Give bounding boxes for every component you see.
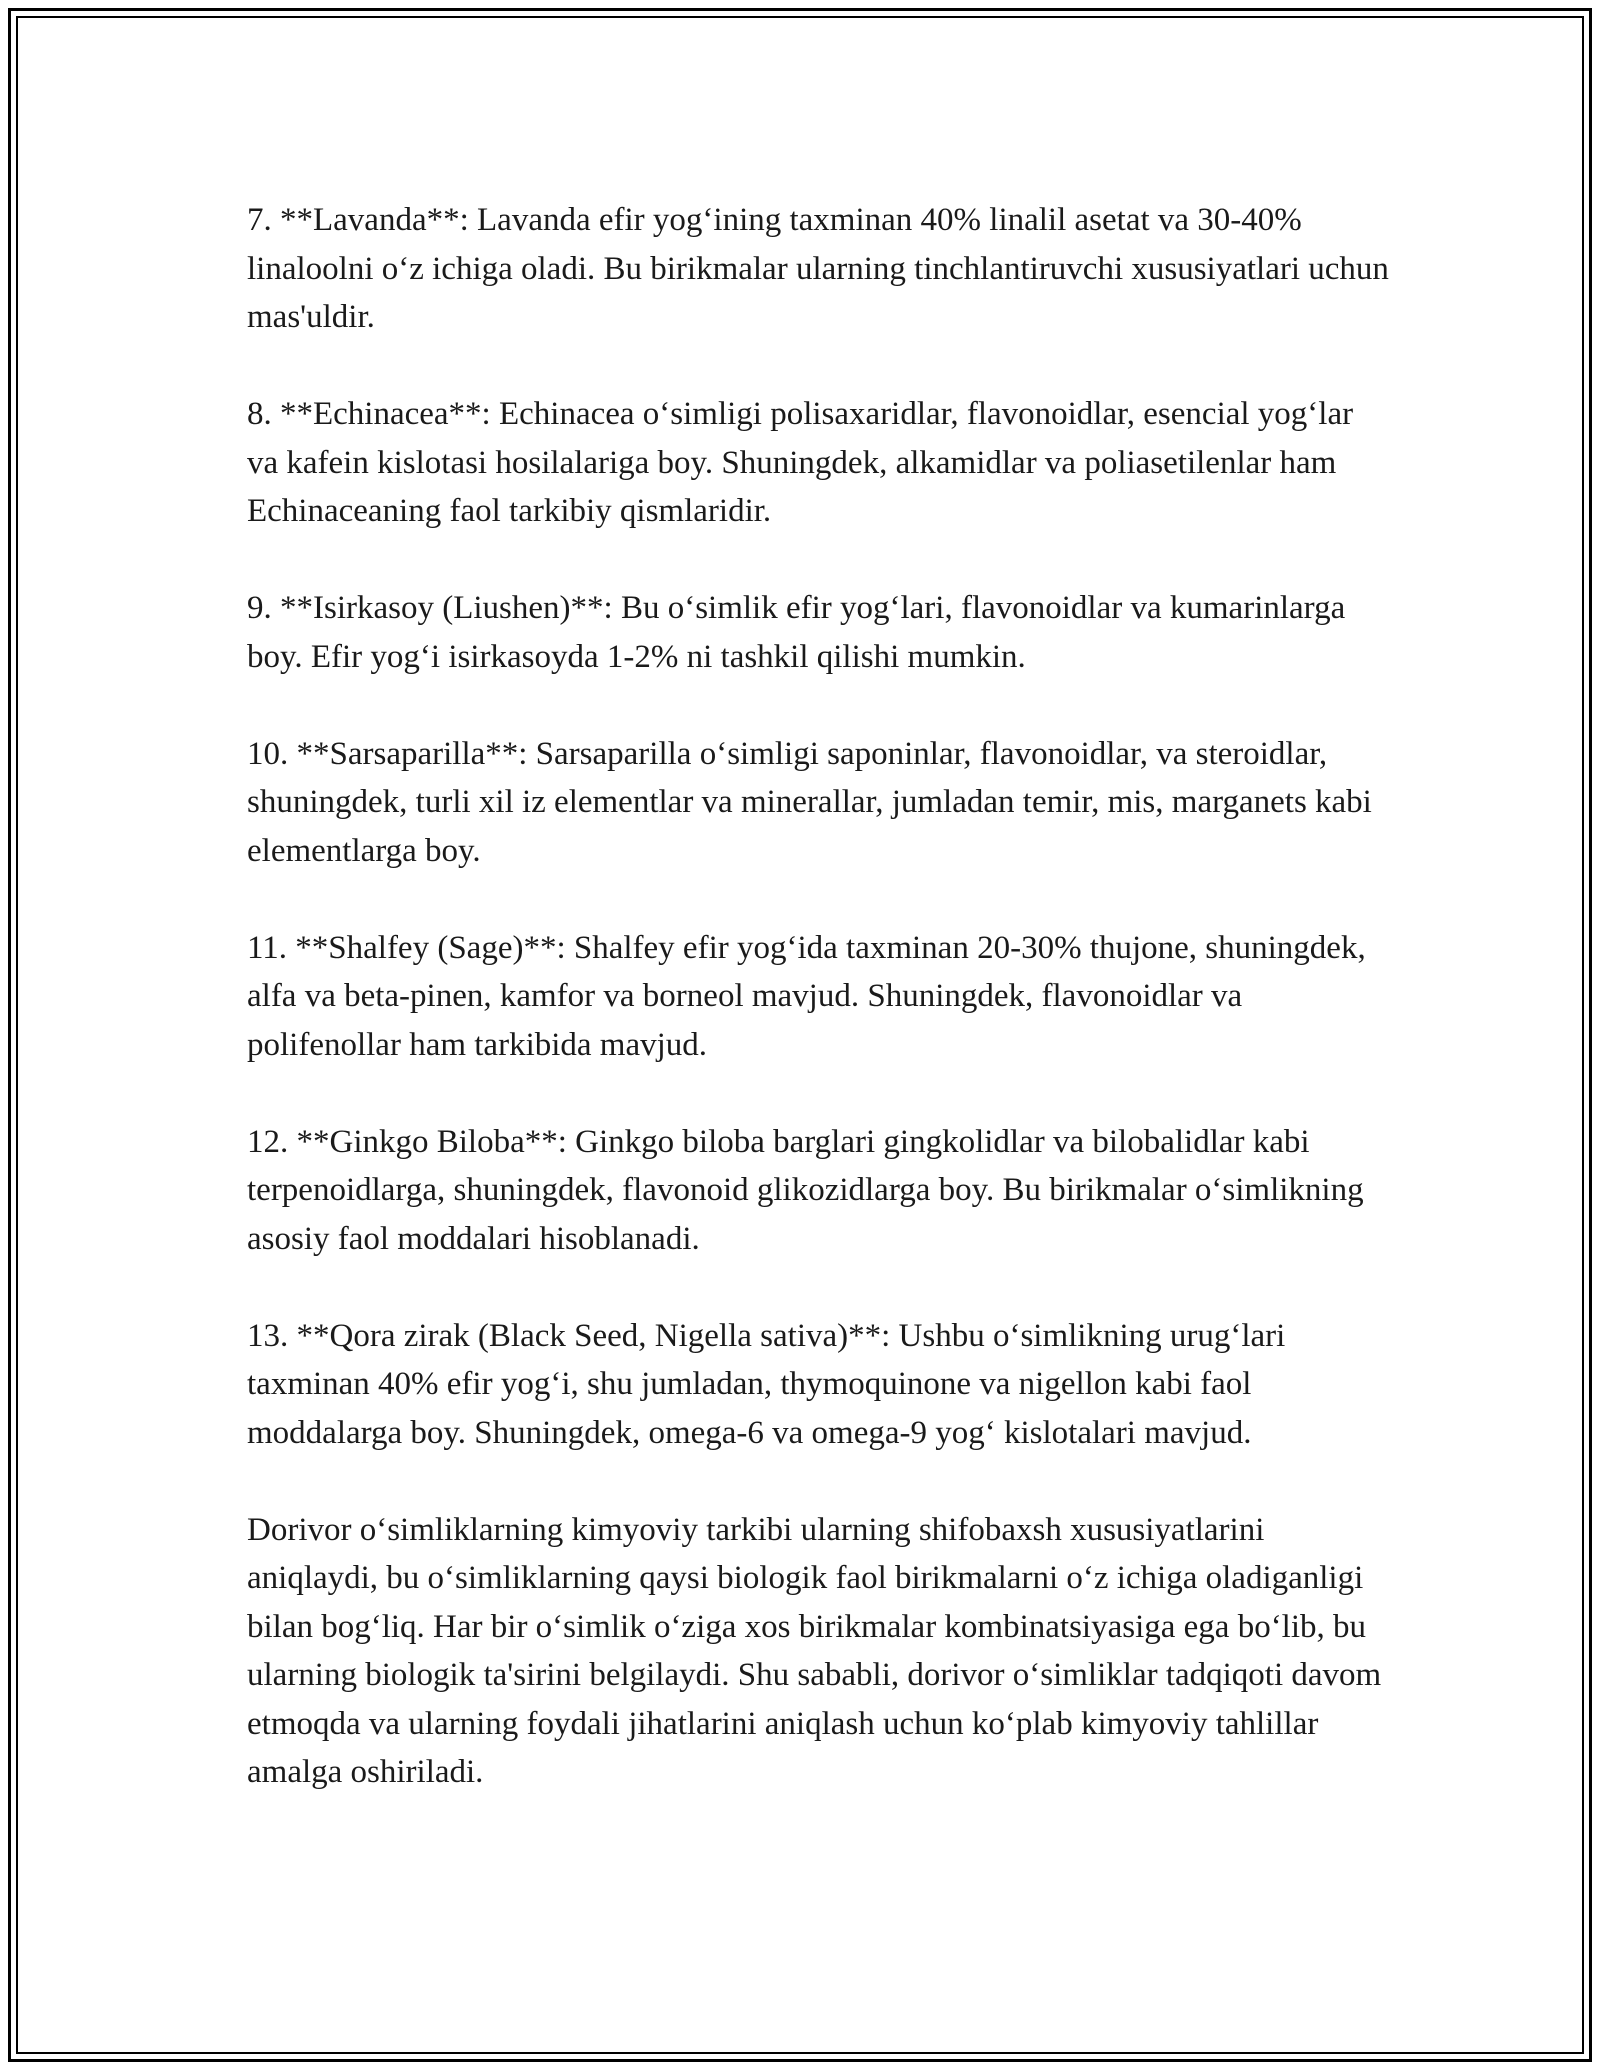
document-body: [247, 196, 1392, 1797]
page-frame: [8, 8, 1592, 2062]
paragraph-sarsaparilla: 10. **Sarsaparilla**: Sarsaparilla o‘simligi saponinlar, flavonoidlar, va steroidlar, shuningdek, turli xil iz elementlar va minerallar, jumladan temir, mis, marganets kabi elementlarga boy.: [247, 735, 1372, 869]
paragraph-echinacea: 8. **Echinacea**: Echinacea o‘simligi polisaxaridlar, flavonoidlar, esencial yog‘lar va kafein kislotasi hosilalariga boy. Shuningdek, alkamidlar va poliasetilenlar ham Echinaceaning faol tarkibiy qismlaridir.: [247, 396, 1354, 529]
paragraph-ginkgo-biloba: 12. **Ginkgo Biloba**: Ginkgo biloba barglari gingkolidlar va bilobalidlar kabi terpenoidlarga, shuningdek, flavonoid glikozidlarga boy. Bu birikmalar o‘simlikning asosiy faol moddalari hisoblanadi.: [247, 1123, 1364, 1257]
paragraph-qora-zirak: 13. **Qora zirak (Black Seed, Nigella sativa)**: Ushbu o‘simlikning urug‘lari taxminan 40% efir yog‘i, shu jumladan, thymoquinone va nigellon kabi faol moddalarga boy. Shuningdek, omega-6 va omega-9 yog‘ kislotalari mavjud.: [247, 1317, 1286, 1451]
paragraph-isirkasoy: 9. **Isirkasoy (Liushen)**: Bu o‘simlik efir yog‘lari, flavonoidlar va kumarinlarga boy. Efir yog‘i isirkasoyda 1-2% ni tashkil qilishi mumkin.: [247, 590, 1346, 675]
paragraph-lavanda: 7. **Lavanda**: Lavanda efir yog‘ining taxminan 40% linalil asetat va 30-40% linaloolni o‘z ichiga oladi. Bu birikmalar ularning tinchlantiruvchi xususiyatlari uchun mas'uldir.: [247, 202, 1389, 335]
paragraph-shalfey: 11. **Shalfey (Sage)**: Shalfey efir yog‘ida taxminan 20-30% thujone, shuningdek, alfa va beta-pinen, kamfor va borneol mavjud. Shuningdek, flavonoidlar va polifenollar ham tarkibida mavjud.: [247, 929, 1366, 1063]
paragraph-conclusion: Dorivor o‘simliklarning kimyoviy tarkibi ularning shifobaxsh xususiyatlarini aniqlaydi, bu o‘simliklarning qaysi biologik faol birikmalarni o‘z ichiga oladiganligi bilan bog‘liq. Har bir o‘simlik o‘ziga xos birikmalar kombinatsiyasiga ega bo‘lib, bu ularning biologik ta'sirini belgilaydi. Shu sababli, dorivor o‘simliklar tadqiqoti davom etmoqda va ularning foydali jihatlarini aniqlash uchun ko‘plab kimyoviy tahlillar amalga oshiriladi.: [247, 1511, 1382, 1790]
